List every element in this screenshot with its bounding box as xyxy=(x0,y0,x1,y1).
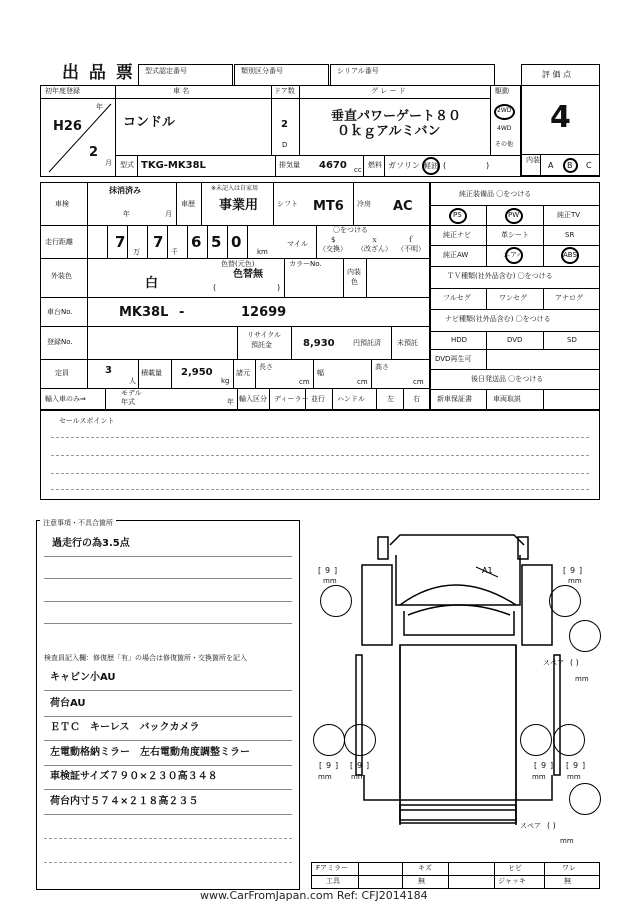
recycle-unpaid: 未預託 xyxy=(397,339,418,347)
interior-color-label-1: 内装 xyxy=(347,268,361,276)
interior-grade xyxy=(521,154,600,177)
interior-c: C xyxy=(586,161,592,170)
month-unit: 月 xyxy=(105,159,112,167)
spare-label-bottom: スペア xyxy=(520,822,541,830)
legend-h3: ヒビ xyxy=(508,864,522,872)
navi-sd: SD xyxy=(567,336,577,344)
interior-a: A xyxy=(548,161,554,170)
mileage-digit-5: 0 xyxy=(231,233,242,251)
model-year-unit: 年 xyxy=(227,398,234,406)
mileage-digit-4: 5 xyxy=(211,233,222,251)
load-value: 2,950 xyxy=(181,367,213,378)
notes-item-3: ＥＴＣ キーレス バックカメラ xyxy=(50,722,200,733)
legend-table xyxy=(311,862,600,889)
type-cert-box xyxy=(138,64,233,86)
after-header: 後日発送品 〇をつける xyxy=(471,375,544,383)
class-box xyxy=(234,64,329,86)
notes-line-1: 過走行の為3.5点 xyxy=(52,538,130,549)
tire-depth-rli: 9 xyxy=(357,761,363,770)
notes-item-6: 荷台内寸５７４×２１８高２３５ xyxy=(50,796,199,807)
tire-depth-rri: 9 xyxy=(541,761,547,770)
inspection-year-unit: 年 xyxy=(123,210,130,218)
genuine-header: 純正装備品 〇をつける xyxy=(459,190,532,198)
score-label: 評 価 点 xyxy=(542,70,572,79)
handle-label: ハンドル xyxy=(337,395,365,403)
recycle-label-2: 預託金 xyxy=(251,341,272,349)
after-warranty: 新車保証書 xyxy=(437,395,472,403)
drive-4wd: 4WD xyxy=(497,125,512,132)
tire-depth-rlo: 9 xyxy=(326,761,332,770)
page-title: 出 品 票 xyxy=(62,63,135,83)
fuel-diesel: 軽油 xyxy=(424,162,438,170)
notes-item-2: 荷台AU xyxy=(50,698,86,709)
shift-label: シフト xyxy=(277,200,298,208)
load-unit: kg xyxy=(221,377,230,385)
displacement-value: 4670 xyxy=(319,160,347,171)
interior-color-label-2: 色 xyxy=(351,278,358,286)
spare-tire-bottom xyxy=(569,783,601,815)
option-airbag: エアバ xyxy=(503,251,524,259)
history-note: ※未記入は自家用 xyxy=(211,185,259,192)
legend-r2: 無 xyxy=(418,877,425,885)
mileage-circle-note: 〇をつける xyxy=(333,226,368,234)
color-label: 外装色 xyxy=(51,272,72,280)
tire-depth-rro: 9 xyxy=(573,761,579,770)
mileage-opt2: ｘ xyxy=(371,236,378,244)
identity-block: 初年度登録 車 名 ドア数 グ レ ー ド 駆動 H26 年 2 月 コンドル 2 D 垂直パワーゲート８０ ０ｋｇアルミバン 2WD 4WD その他 型式 TKG-MK38L 排気量 4670 cc 燃料 ガソリン 軽油 ( ) xyxy=(40,85,521,177)
mileage-digit-3: 6 xyxy=(191,233,202,251)
dims-label: 諸元 xyxy=(236,369,250,377)
sales-point-label: セールスポイント xyxy=(59,417,115,425)
tv-oneseg: ワンセグ xyxy=(499,294,527,302)
inspection-month-unit: 月 xyxy=(165,210,172,218)
tv-analog: アナログ xyxy=(555,294,583,302)
drive-2wd: 2WD xyxy=(497,107,512,114)
chassis-label: 車台No. xyxy=(47,308,73,316)
mileage-digit-2: 7 xyxy=(153,233,164,251)
tire-rear-right-outer xyxy=(553,724,585,756)
width-label: 幅 xyxy=(317,369,324,377)
seats-value: 3 xyxy=(105,365,112,376)
import-label: 輸入車のみ⇒ xyxy=(45,395,86,403)
chassis-prefix: MK38L xyxy=(119,305,169,320)
tire-front-left xyxy=(320,585,352,617)
option-tv: 純正TV xyxy=(557,211,581,219)
mileage-opt2b: （改ざん） xyxy=(357,245,392,253)
legend-r3: ジャッキ xyxy=(498,877,526,885)
mileage-label: 走行距離 xyxy=(45,238,73,246)
roof-mark: A1 xyxy=(482,566,493,575)
chassis-number: 12699 xyxy=(241,305,287,320)
grade-line1: 垂直パワーゲート８０ xyxy=(331,109,462,124)
history-value: 事業用 xyxy=(219,198,259,213)
registration-label: 登録No. xyxy=(47,338,73,346)
height-cm: cm xyxy=(413,378,424,386)
color-no-label: カラーNo. xyxy=(289,260,322,268)
legend-h2: キズ xyxy=(418,864,432,872)
handle-left: 左 xyxy=(387,395,394,403)
recycle-label-1: リサイクル xyxy=(247,331,282,339)
mile-label: マイル xyxy=(287,240,308,248)
seats-label: 定員 xyxy=(55,369,69,377)
notes-item-5: 車検証サイズ７９０×２３０高３４８ xyxy=(50,771,218,782)
truck-diagram xyxy=(304,525,600,865)
inspector-header: 検査員記入欄：修復歴「有」の場合は修復箇所・交換箇所を記入 xyxy=(44,654,247,662)
legend-h4: ワレ xyxy=(562,864,576,872)
notes-item-1: キャビン小AU xyxy=(50,672,116,683)
option-aw: 純正AW xyxy=(443,251,469,259)
mileage-opt1b: （交換） xyxy=(319,245,347,253)
interior-b: B xyxy=(567,161,573,170)
year-diagonal xyxy=(41,98,115,176)
doors-value: 2 xyxy=(281,119,288,130)
interior-label: 内装 xyxy=(526,156,540,164)
displacement-label: 排気量 xyxy=(279,161,300,169)
mileage-opt1: $ xyxy=(331,236,336,244)
tire-rear-left-outer xyxy=(313,724,345,756)
legend-r1: 工具 xyxy=(326,877,340,885)
import-type-label: 輸入区分 xyxy=(239,395,267,403)
recycle-value: 8,930 xyxy=(303,338,335,349)
mileage-man: 万 xyxy=(133,248,140,256)
fuel-label: 燃料 xyxy=(368,161,382,169)
import-parallel: 並行 xyxy=(311,395,325,403)
fuel-gasoline: ガソリン xyxy=(388,161,420,170)
import-dealer: ディーラー xyxy=(274,395,309,403)
width-cm: cm xyxy=(357,378,368,386)
ac-value: AC xyxy=(393,199,413,214)
class-label: 類別区分番号 xyxy=(241,67,283,75)
notes-header: 注意事項・不具合箇所 xyxy=(40,520,116,527)
model-label: 型式 xyxy=(120,161,134,169)
ac-label: 冷房 xyxy=(357,200,371,208)
mileage-sen: 千 xyxy=(171,248,178,256)
inspection-status: 抹消済み xyxy=(109,186,141,195)
drive-other: その他 xyxy=(495,141,514,148)
navi-dvd-play: DVD再生可 xyxy=(435,355,472,363)
navi-dvd: DVD xyxy=(507,336,523,344)
length-label: 長さ xyxy=(259,363,273,371)
car-name-label: 車 名 xyxy=(173,87,190,95)
length-cm: cm xyxy=(299,378,310,386)
model-year-label-1: モデル xyxy=(121,389,142,397)
legend-h1: Fアミラー xyxy=(316,864,349,872)
mileage-digit-1: 7 xyxy=(115,233,126,251)
first-reg-label: 初年度登録 xyxy=(45,87,80,95)
load-label: 積載量 xyxy=(141,369,162,377)
option-leather: 革シート xyxy=(501,231,529,239)
chassis-dash: - xyxy=(179,305,185,320)
repaint-value: 色替無 xyxy=(233,269,263,280)
tire-front-right xyxy=(549,585,581,617)
spare-tire-top xyxy=(569,620,601,652)
tv-fullseg: フルセグ xyxy=(443,294,471,302)
serial-box xyxy=(330,64,495,86)
type-cert-label: 型式認定番号 xyxy=(145,67,187,75)
after-manual: 車両取説 xyxy=(493,395,521,403)
mileage-opt3: ｆ xyxy=(407,236,414,244)
tv-type-header: ＴＶ種類(社外品含む) 〇をつける xyxy=(447,272,553,280)
doors-label: ドア数 xyxy=(274,87,295,95)
inspection-label: 車検 xyxy=(55,200,69,208)
option-navi: 純正ナビ xyxy=(443,231,471,239)
drive-label: 駆動 xyxy=(495,87,509,95)
year-unit: 年 xyxy=(96,103,103,111)
detail-block: 車検 抹消済み 年 月 車歴 ※未記入は自家用 事業用 シフト MT6 冷房 AC 走行距離 7 万 7 千 6 5 0 km マイル 〇をつける $ （交換） ｘ （改ざん） ｆ （不明） 外装色 白 色替(元色) 色替無 ( ) カラーNo. 内装 色 車台No. MK38L - 12699 登録No. リサイクル 預託金 8,930 円預託済 未預託 定員 3 人 積載量 2,950 kg 諸元 長さ cm 幅 cm 高さ cm 輸入車のみ⇒ モデル 年式 年 輸入区分 ディーラー 並行 ハンドル 左 右 xyxy=(40,182,430,410)
grade-label: グ レ ー ド xyxy=(371,87,406,95)
tire-rear-left-inner xyxy=(344,724,376,756)
option-ps: PS xyxy=(453,211,462,219)
repaint-label: 色替(元色) xyxy=(221,260,255,268)
color-value: 白 xyxy=(145,276,159,291)
score-value: 4 xyxy=(550,100,571,135)
tire-depth-fl: 9 xyxy=(325,566,331,575)
height-label: 高さ xyxy=(375,363,389,371)
navi-type-header: ナビ種類(社外品含む) 〇をつける xyxy=(445,315,551,323)
year-era: H26 xyxy=(53,119,82,134)
model-value: TKG-MK38L xyxy=(141,160,206,171)
notes-item-4: 左電動格納ミラー 左右電動角度調整ミラー xyxy=(50,747,250,758)
tire-rear-right-inner xyxy=(520,724,552,756)
serial-label: シリアル番号 xyxy=(337,67,379,75)
handle-right: 右 xyxy=(413,395,420,403)
navi-hdd: HDD xyxy=(451,336,468,344)
shift-value: MT6 xyxy=(313,199,344,214)
option-abs: ABS xyxy=(563,251,577,259)
option-pw: PW xyxy=(508,211,520,219)
mileage-km: km xyxy=(257,248,268,256)
car-name-value: コンドル xyxy=(123,115,176,130)
legend-r4: 無 xyxy=(564,877,571,885)
doors-unit: D xyxy=(282,141,288,149)
watermark: www.CarFromJapan.com Ref: CFJ2014184 xyxy=(200,889,428,902)
recycle-unit: 円預託済 xyxy=(353,339,381,347)
mileage-opt3b: （不明） xyxy=(397,245,425,253)
tire-depth-fr: 9 xyxy=(570,566,576,575)
model-year-label-2: 年式 xyxy=(121,398,135,406)
seats-unit: 人 xyxy=(129,377,136,385)
displacement-unit: cc xyxy=(354,166,362,174)
options-block xyxy=(430,182,600,410)
sales-point-box xyxy=(40,410,600,500)
grade-line2: ０ｋｇアルミバン xyxy=(337,124,441,139)
spare-label-top: スペア xyxy=(543,659,564,667)
month-value: 2 xyxy=(89,145,99,160)
option-sr: SR xyxy=(565,231,575,239)
history-label: 車歴 xyxy=(181,200,195,208)
